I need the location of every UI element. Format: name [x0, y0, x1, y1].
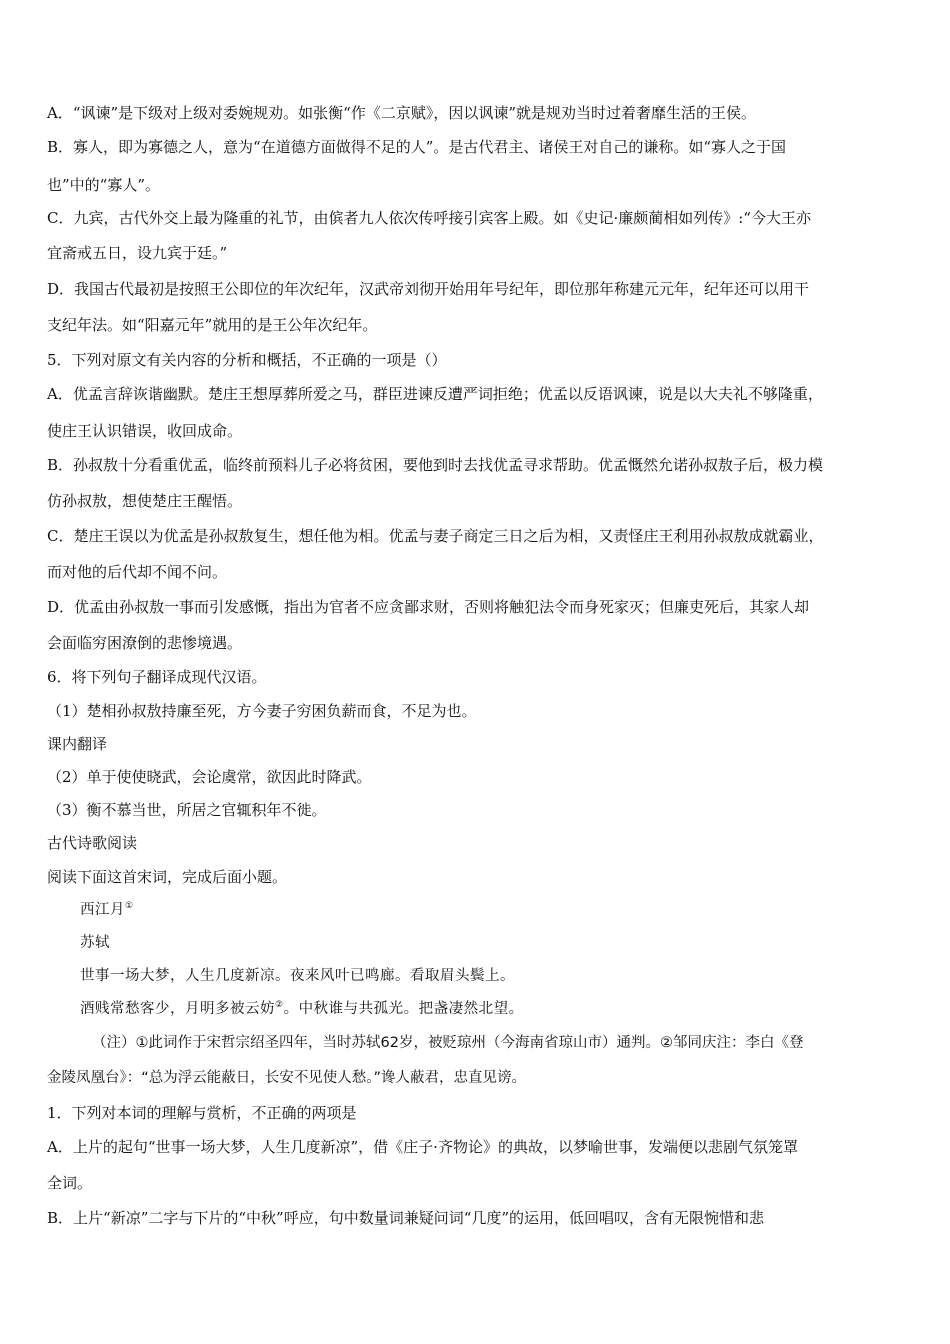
question-6: 6．将下列句子翻译成现代汉语。 — [47, 668, 267, 686]
option-d-line: D．我国古代最初是按照王公即位的年次纪年，汉武帝刘彻开始用年号纪年，即位那年称建元元年，纪年还可以用干 — [47, 280, 810, 298]
option-c-line: C．九宾，古代外交上最为隆重的礼节，由傧者九人依次传呼接引宾客上殿。如《史记·廉颇蔺相如列传》:“今大王亦 — [47, 209, 811, 227]
footnote-mark-1: ① — [125, 901, 134, 912]
poetry-instruction: 阅读下面这首宋词，完成后面小题。 — [47, 868, 288, 886]
option-c-line-cont: 宜斋戒五日，设九宾于廷。” — [47, 244, 228, 262]
poem-author: 苏轼 — [80, 935, 110, 951]
section-heading-translation: 课内翻译 — [47, 735, 108, 753]
q5-option-b: B．孙叔敖十分看重优孟，临终前预料儿子必将贫困，要他到时去找优孟寻求帮助。优孟慨然允诺孙叔敖子后，极力模 — [47, 456, 824, 474]
q5-option-d-cont: 会面临穷困潦倒的悲惨境遇。 — [47, 634, 243, 652]
poem-title: 西江月① — [80, 901, 134, 918]
poem-note: （注）①此词作于宋哲宗绍圣四年，当时苏轼62岁，被贬琼州（今海南省琼山市）通判。②邹同庆注：李白《登 — [92, 1035, 804, 1051]
q5-option-b-cont: 仿孙叔敖，想使楚庄王醒悟。 — [47, 492, 243, 510]
pq1-option-a-cont: 全词。 — [47, 1174, 93, 1192]
option-b-line: B．寡人，即为寡德之人，意为“在道德方面做得不足的人”。是古代君主、诸侯王对自己的谦称。如“寡人之于国 — [47, 138, 787, 156]
q5-option-a-cont: 使庄王认识错误，收回成命。 — [47, 422, 243, 440]
q6-item-2: （2）单于使使晓武，会论虞常，欲因此时降武。 — [47, 768, 372, 786]
footnote-mark-2: ② — [275, 1000, 284, 1011]
q5-option-c-cont: 而对他的后代却不闻不问。 — [47, 563, 228, 581]
option-b-line-cont: 也”中的“寡人”。 — [47, 176, 161, 194]
poem-line-2: 酒贱常愁客少，月明多被云妨②。中秋谁与共孤光。把盏凄然北望。 — [80, 1000, 524, 1017]
q6-item-3: （3）衡不慕当世，所居之官辄积年不徙。 — [47, 801, 327, 819]
q5-option-d: D．优孟由孙叔敖一事而引发感慨，指出为官者不应贪鄙求财，否则将触犯法令而身死家灭；但廉吏死后，其家人却 — [47, 598, 810, 616]
section-heading-poetry: 古代诗歌阅读 — [47, 834, 138, 852]
q6-item-1: （1）楚相孙叔敖持廉至死，方今妻子穷困负薪而食，不足为也。 — [47, 702, 477, 720]
poem-note-cont: 金陵凤凰台》：“总为浮云能蔽日，长安不见使人愁。”谗人蔽君，忠直见谤。 — [47, 1070, 527, 1086]
pq1-option-a: A．上片的起句“世事一场大梦，人生几度新凉”，借《庄子·齐物论》的典故，以梦喻世事，发端便以悲剧气氛笼罩 — [47, 1138, 798, 1156]
question-5: 5．下列对原文有关内容的分析和概括，不正确的一项是（） — [47, 351, 447, 369]
q5-option-c: C．楚庄王误以为优孟是孙叔敖复生，想任他为相。优孟与妻子商定三日之后为相，又责怪庄王利用孙叔敖成就霸业， — [47, 527, 824, 545]
pq1-option-b: B．上片“新凉”二字与下片的“中秋”呼应，句中数量词兼疑问词“几度”的运用，低回唱叹，含有无限惋惜和悲 — [47, 1209, 765, 1227]
option-d-line-cont: 支纪年法。如“阳嘉元年”就用的是王公年次纪年。 — [47, 316, 378, 334]
option-a-line: A．“讽谏”是下级对上级对委婉规劝。如张衡“作《二京赋》，因以讽谏”就是规劝当时过着奢靡生活的王侯。 — [47, 104, 757, 122]
poem-question-1: 1．下列对本词的理解与赏析，不正确的两项是 — [47, 1104, 357, 1122]
q5-option-a: A．优孟言辞诙谐幽默。楚庄王想厚葬所爱之马，群臣进谏反遭严词拒绝；优孟以反语讽谏，说是以大夫礼不够隆重， — [47, 385, 823, 403]
poem-line-1: 世事一场大梦，人生几度新凉。夜来风叶已鸣廊。看取眉头鬓上。 — [80, 968, 515, 984]
